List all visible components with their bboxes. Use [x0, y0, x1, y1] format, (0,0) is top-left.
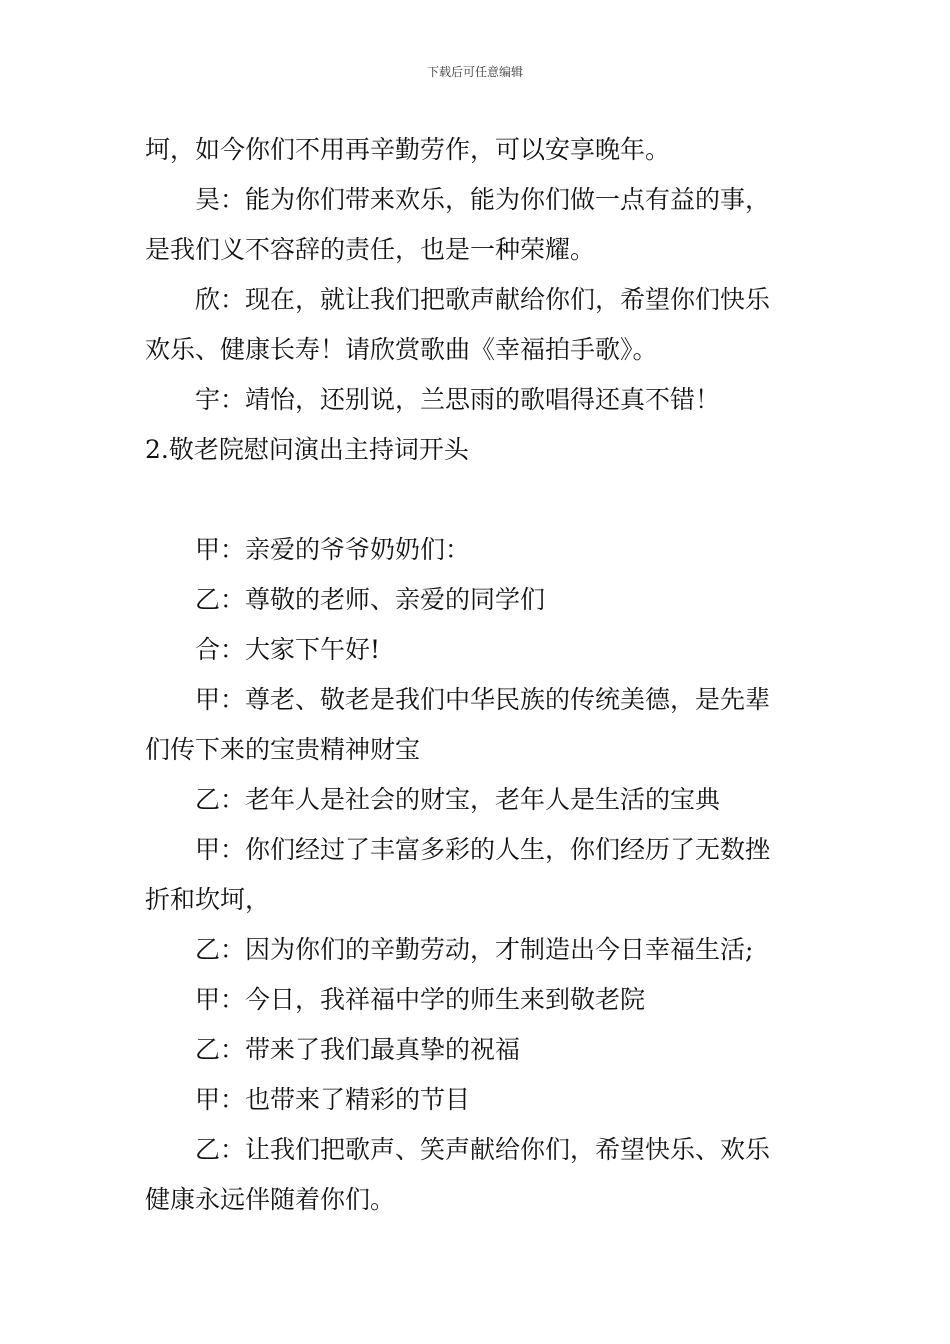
- text-line: 健康永远伴随着你们。: [145, 1185, 396, 1214]
- text-line: 甲：尊老、敬老是我们中华民族的传统美德，是先辈: [195, 685, 771, 714]
- text-line: 甲：你们经过了丰富多彩的人生，你们经历了无数挫: [195, 835, 771, 864]
- text-line: 甲：也带来了精彩的节目: [195, 1085, 471, 1114]
- page-header-note: 下载后可任意编辑: [426, 65, 523, 79]
- text-line: 合：大家下午好!: [195, 635, 381, 664]
- text-line: 乙：因为你们的辛勤劳动，才制造出今日幸福生活;: [195, 935, 754, 964]
- text-line: 乙：尊敬的老师、亲爱的同学们: [195, 585, 546, 614]
- text-line: 宇：靖怡，还别说，兰思雨的歌唱得还真不错！: [195, 385, 721, 414]
- text-line: 是我们义不容辞的责任，也是一种荣耀。: [145, 235, 596, 264]
- text-line: 乙：老年人是社会的财宝，老年人是生活的宝典: [195, 785, 721, 814]
- text-line: 甲：今日，我祥福中学的师生来到敬老院: [195, 985, 646, 1014]
- text-line: 乙：让我们把歌声、笑声献给你们，希望快乐、欢乐: [195, 1135, 771, 1164]
- text-line: 甲：亲爱的爷爷奶奶们：: [195, 535, 471, 564]
- text-line: 乙：带来了我们最真挚的祝福: [195, 1035, 521, 1064]
- text-line: 们传下来的宝贵精神财宝: [145, 735, 421, 764]
- text-line: 折和坎坷，: [145, 885, 271, 914]
- text-line: 欣：现在，就让我们把歌声献给你们，希望你们快乐: [195, 285, 771, 314]
- section-heading: 2.敬老院慰问演出主持词开头: [145, 435, 469, 464]
- text-line: 昊：能为你们带来欢乐，能为你们做一点有益的事，: [195, 185, 771, 214]
- text-line: 坷，如今你们不用再辛勤劳作，可以安享晚年。: [145, 135, 671, 164]
- text-line: 欢乐、健康长寿！请欣赏歌曲《幸福拍手歌》。: [145, 335, 658, 364]
